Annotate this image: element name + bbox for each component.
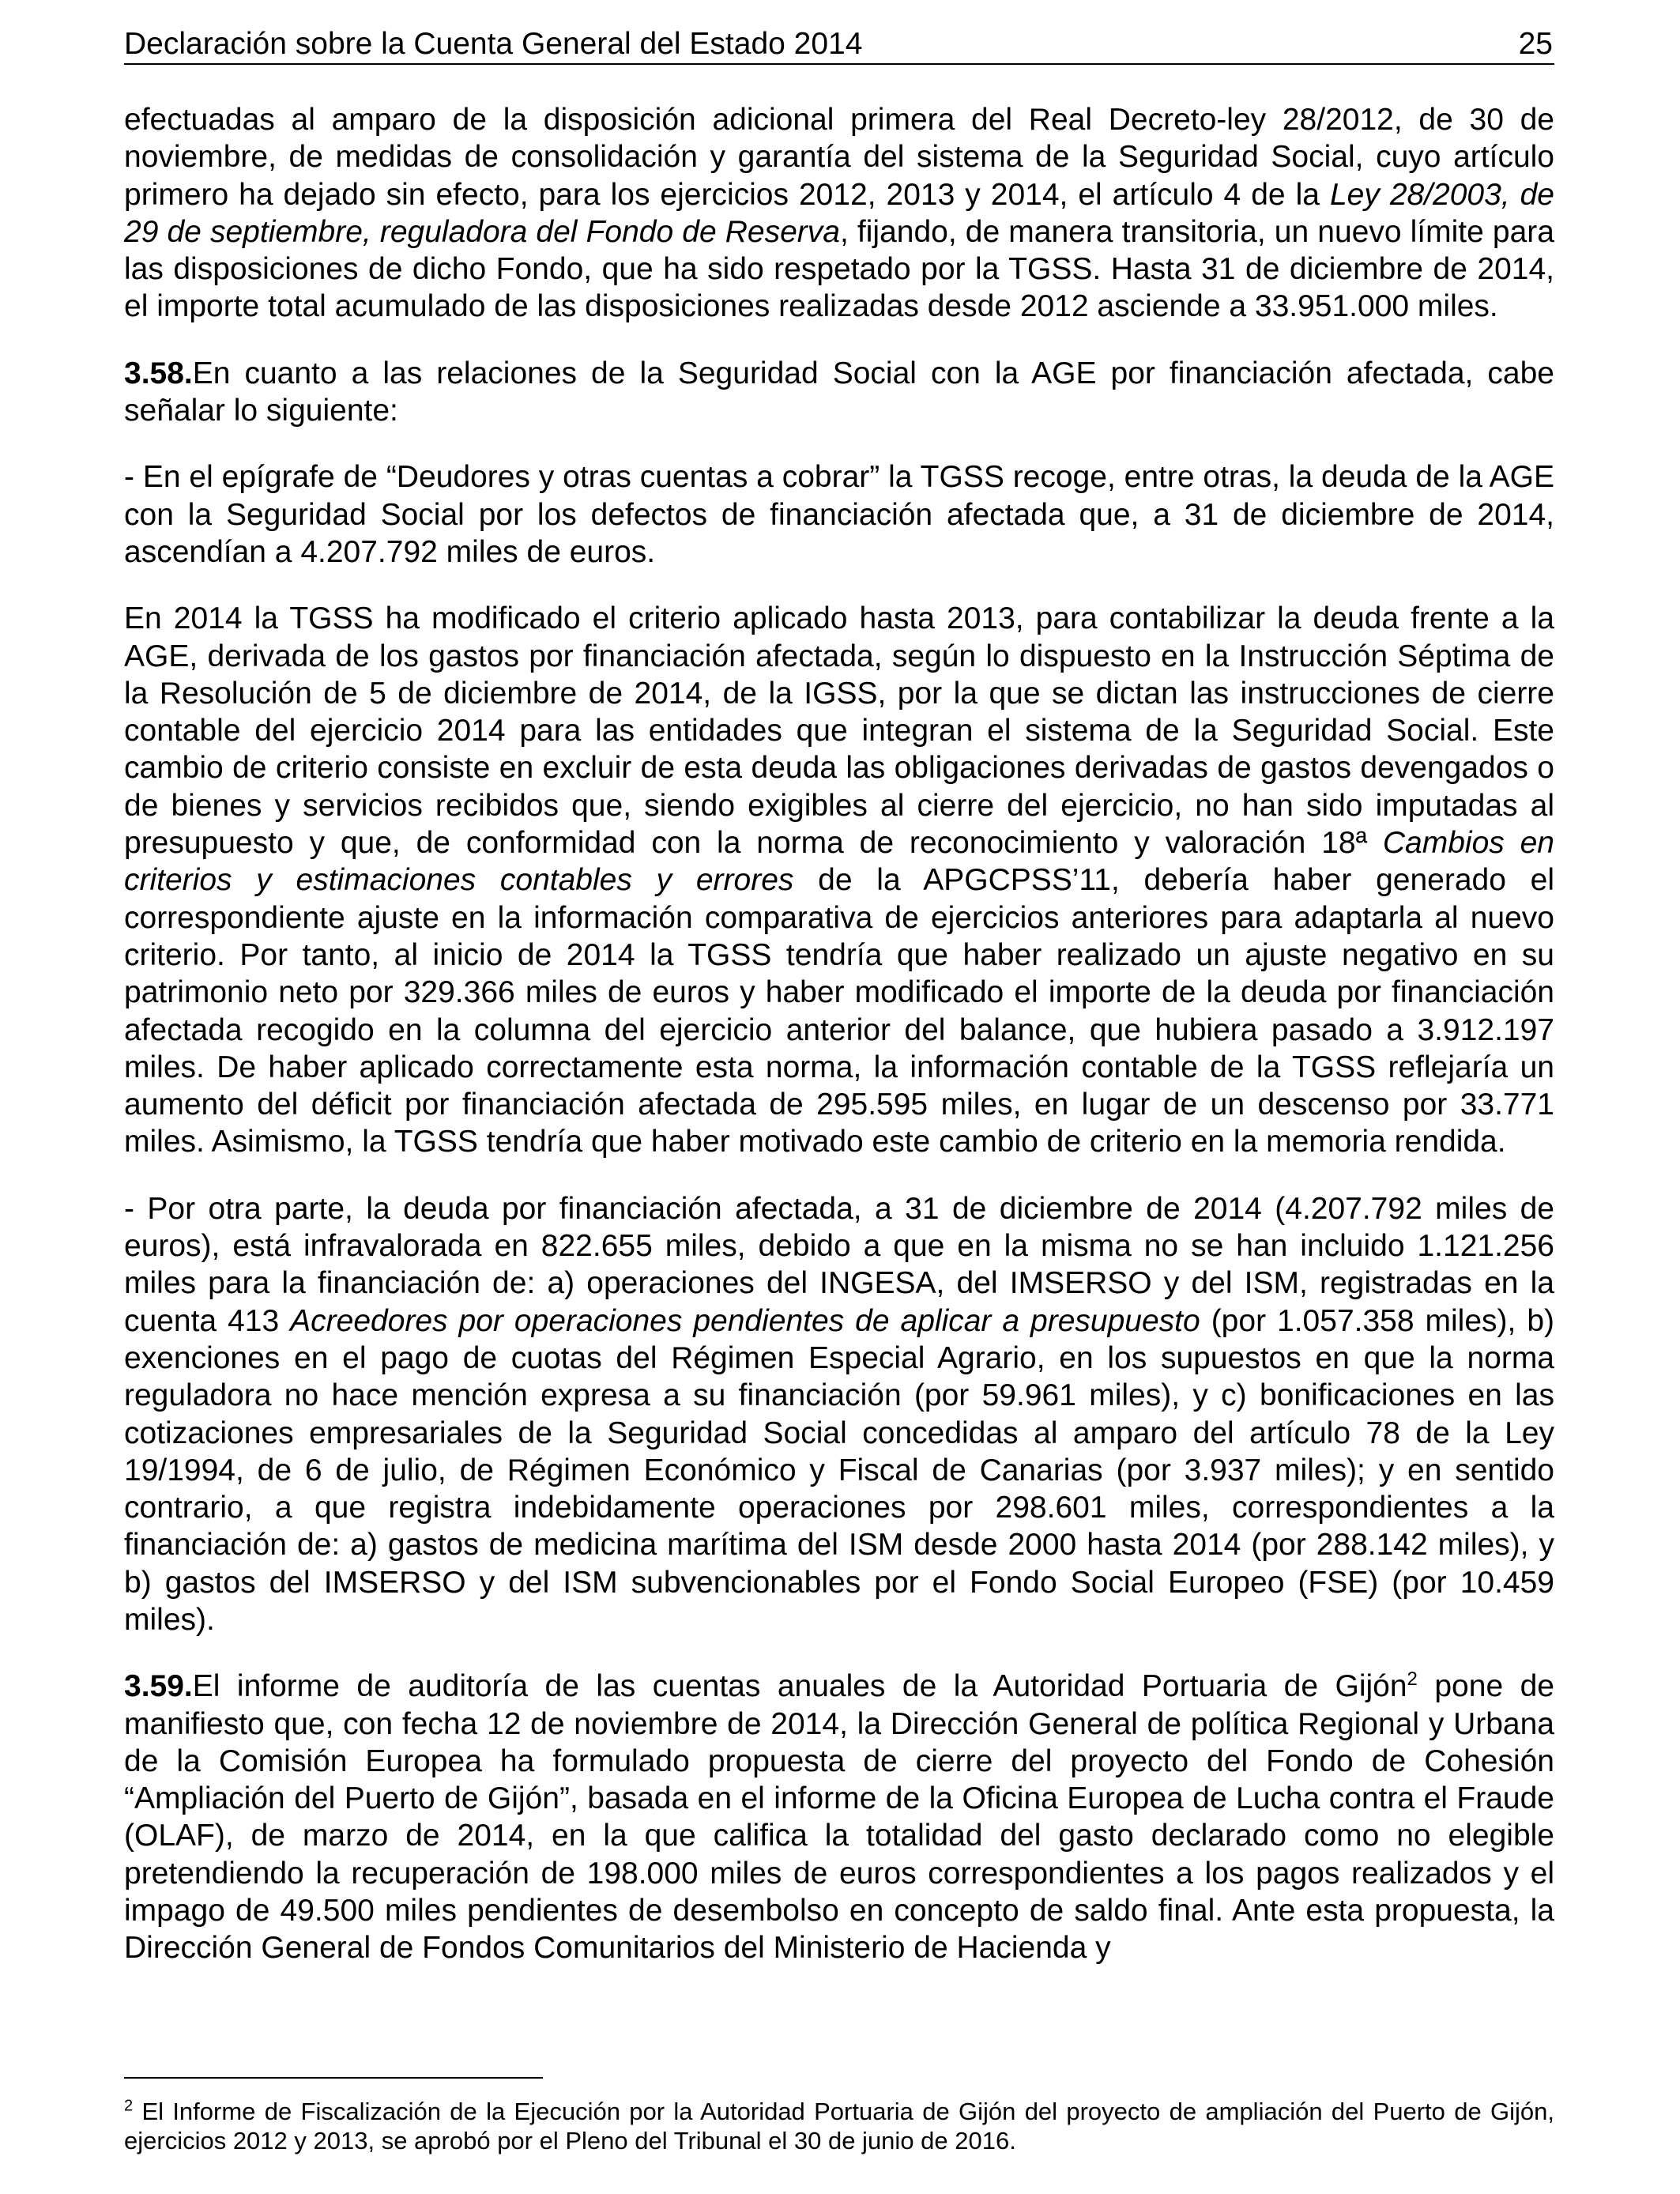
paragraph-text: efectuadas al amparo de la disposición adicional primera del Real Decreto-ley 28/2012, de 30 de noviembre, de medidas de consolidación y garantía del sistema de la Seguridad Social, cuyo artículo primero ha dejado sin efecto, para los ejercicios 2012, 2013 y 2014, el artículo 4 de la bbox=[124, 103, 1554, 212]
page-number: 25 bbox=[1518, 27, 1553, 61]
paragraph-text: En cuanto a las relaciones de la Seguridad Social con la AGE por financiación afectada, cabe señalar lo siguiente: bbox=[124, 356, 1554, 428]
paragraph-criterio bbox=[124, 600, 1554, 1160]
paragraph-number: 3.59. bbox=[124, 1669, 193, 1704]
italic-reference: Acreedores por operaciones pendientes de aplicar a presupuesto bbox=[290, 1303, 1200, 1338]
paragraph-deudores bbox=[124, 458, 1554, 571]
paragraph-text: - Por otra parte, la deuda por financiación afectada, a 31 de diciembre de 2014 (4.207.792 miles de euros), está infravalorada en 822.655 miles, debido a que en la misma no se han incluido 1.121.256 miles para la financiación de: a) operaciones del INGESA, del IMSERSO y del ISM, registradas en la cuenta 413 bbox=[124, 1191, 1554, 1338]
paragraph-3-59 bbox=[124, 1668, 1554, 1966]
footnote bbox=[124, 2097, 1554, 2155]
paragraph-text: - En el epígrafe de “Deudores y otras cuentas a cobrar” la TGSS recoge, entre otras, la deuda de la AGE con la Seguridad Social por los defectos de financiación afectada que, a 31 de diciembre de 2014, ascendían a 4.207.792 miles de euros. bbox=[124, 460, 1554, 569]
paragraph-number: 3.58. bbox=[124, 356, 193, 390]
page-body bbox=[124, 101, 1554, 1967]
italic-reference: Ley 28/2003, de 29 de septiembre, reguladora del Fondo de Reserva bbox=[124, 177, 1554, 249]
footnote-marker: 2 bbox=[124, 2097, 134, 2115]
document-title: Declaración sobre la Cuenta General del Estado 2014 bbox=[124, 27, 863, 61]
footnote-reference[interactable]: 2 bbox=[1407, 1668, 1418, 1691]
footnote-separator bbox=[124, 2077, 543, 2079]
paragraph-text: (por 1.057.358 miles), b) exenciones en el pago de cuotas del Régimen Especial Agrario, en los supuestos en que la norma reguladora no hace mención expresa a su financiación (por 59.961 miles), y c) bonificaciones en las cotizaciones empresariales de la Seguridad Social concedidas al amparo del artículo 78 de la Ley 19/1994, de 6 de julio, de Régimen Económico y Fiscal de Canarias (por 3.937 miles); y en sentido contrario, a que registra indebidamente operaciones por 298.601 miles, correspondientes a la financiación de: a) gastos de medicina marítima del ISM desde 2000 hasta 2014 (por 288.142 miles), y b) gastos del IMSERSO y del ISM subvencionables por el Fondo Social Europeo (FSE) (por 10.459 miles). bbox=[124, 1303, 1554, 1637]
paragraph-text: de la APGCPSS’11, debería haber generado el correspondiente ajuste en la información comparativa de ejercicios anteriores para adaptarla al nuevo criterio. Por tanto, al inicio de 2014 la TGSS tendría que haber realizado un ajuste negativo en su patrimonio neto por 329.366 miles de euros y haber modificado el importe de la deuda por financiación afectada recogido en la columna del ejercicio anterior del balance, que hubiera pasado a 3.912.197 miles. De haber aplicado correctamente esta norma, la información contable de la TGSS reflejaría un aumento del déficit por financiación afectada de 295.595 miles, en lugar de un descenso por 33.771 miles. Asimismo, la TGSS tendría que haber motivado este cambio de criterio en la memoria rendida. bbox=[124, 863, 1555, 1159]
paragraph-text: , fijando, de manera transitoria, un nuevo límite para las disposiciones de dicho Fondo, que ha sido respetado por la TGSS. Hasta 31 de diciembre de 2014, el importe total acumulado de las disposiciones realizadas desde 2012 asciende a 33.951.000 miles. bbox=[124, 214, 1554, 324]
paragraph-continuation bbox=[124, 101, 1554, 326]
paragraph-text: En 2014 la TGSS ha modificado el criterio aplicado hasta 2013, para contabilizar la deuda frente a la AGE, derivada de los gastos por financiación afectada, según lo dispuesto en la Instrucción Séptima de la Resolución de 5 de diciembre de 2014, de la IGSS, por la que se dictan las instrucciones de cierre contable del ejercicio 2014 para las entidades que integran el sistema de la Seguridad Social. Este cambio de criterio consiste en excluir de esta deuda las obligaciones derivadas de gastos devengados o de bienes y servicios recibidos que, siendo exigibles al cierre del ejercicio, no han sido imputadas al presupuesto y que, de conformidad con la norma de reconocimiento y valoración 18ª bbox=[124, 601, 1554, 861]
footnote-text: El Informe de Fiscalización de la Ejecución por la Autoridad Portuaria de Gijón del proyecto de ampliación del Puerto de Gijón, ejercicios 2012 y 2013, se aprobó por el Pleno del Tribunal el 30 de junio de 2016. bbox=[124, 2098, 1554, 2154]
paragraph-text: pone de manifiesto que, con fecha 12 de noviembre de 2014, la Dirección General de política Regional y Urbana de la Comisión Europea ha formulado propuesta de cierre del proyecto del Fondo de Cohesión “Ampliación del Puerto de Gijón”, basada en el informe de la Oficina Europea de Lucha contra el Fraude (OLAF), de marzo de 2014, en la que califica la totalidad del gasto declarado como no elegible pretendiendo la recuperación de 198.000 miles de euros correspondientes a los pagos realizados y el impago de 49.500 miles pendientes de desembolso en concepto de saldo final. Ante esta propuesta, la Dirección General de Fondos Comunitarios del Ministerio de Hacienda y bbox=[124, 1669, 1554, 1966]
paragraph-3-58 bbox=[124, 355, 1554, 430]
paragraph-text: El informe de auditoría de las cuentas anuales de la Autoridad Portuaria de Gijón bbox=[192, 1669, 1407, 1704]
page-header bbox=[124, 22, 1554, 65]
paragraph-deuda-infravalorada bbox=[124, 1190, 1554, 1639]
italic-reference: Cambios en criterios y estimaciones contables y errores bbox=[124, 826, 1554, 898]
